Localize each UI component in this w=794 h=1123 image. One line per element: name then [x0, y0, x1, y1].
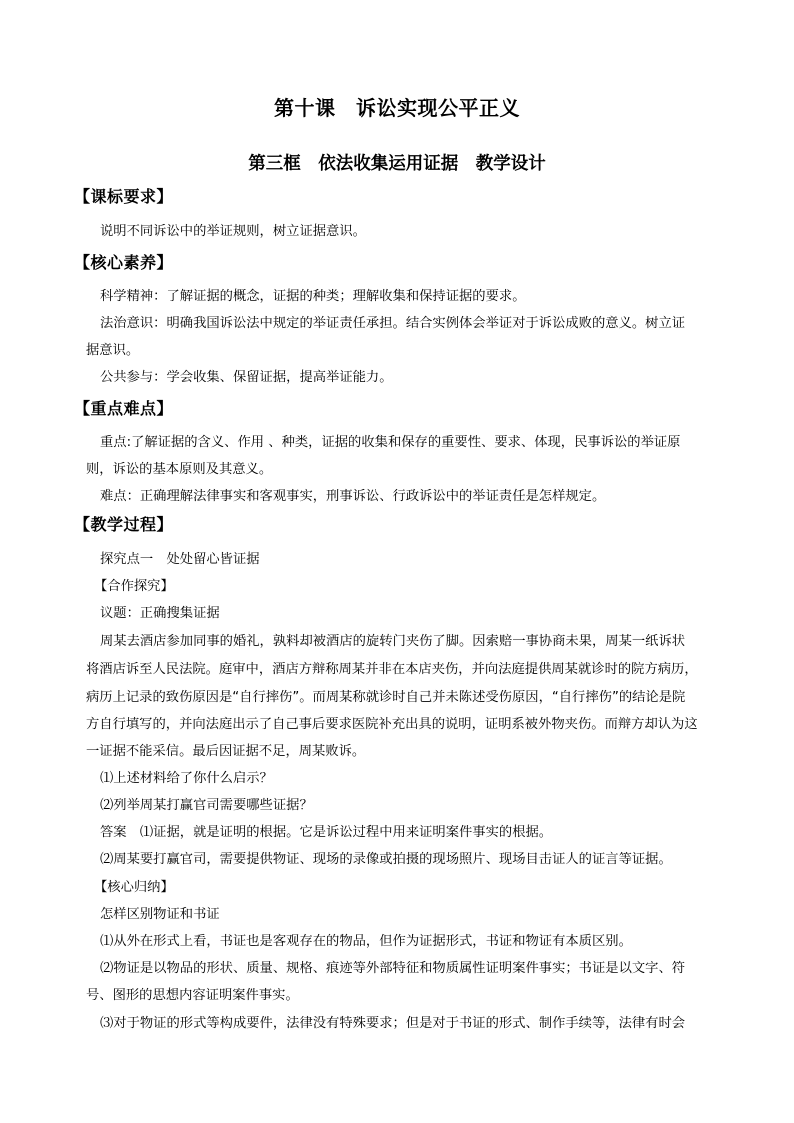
paragraph-line: ⑵物证是以物品的形状、质量、规格、痕迹等外部特征和物质属性证明案件事实；书证是以文字、符 [100, 961, 686, 976]
paragraph-line: 怎样区别物证和书证 [100, 907, 220, 922]
paragraph-line: 难点：正确理解法律事实和客观事实，刑事诉讼、行政诉讼中的举证责任是怎样规定。 [100, 489, 606, 504]
paragraph-line: 探究点一 处处留心皆证据 [100, 552, 260, 567]
lesson-subtitle: 第三框 依法收集运用证据 教学设计 [248, 154, 546, 174]
paragraph-line: ⑴从外在形式上看，书证也是客观存在的物品，但作为证据形式，书证和物证有本质区别。 [100, 934, 632, 949]
lesson-title: 第十课 诉讼实现公平正义 [274, 96, 520, 120]
paragraph-line: ⑵列举周某打赢官司需要哪些证据？ [100, 798, 313, 813]
paragraph-line: 法治意识：明确我国诉讼法中规定的举证责任承担。结合实例体会举证对于诉讼成败的意义。树立证 [100, 316, 686, 331]
paragraph-line: 周某去酒店参加同事的婚礼，孰料却被酒店的旋转门夹伤了脚。因索赔一事协商未果，周某一纸诉状 [100, 634, 686, 649]
paragraph-line: 病历上记录的致伤原因是“自行摔伤”。而周某称就诊时自己并未陈述受伤原因，“自行摔伤”的结论是院 [86, 690, 686, 705]
paragraph-line: 据意识。 [86, 343, 140, 358]
paragraph-line: 议题：正确搜集证据 [100, 606, 220, 621]
paragraph-line: 方自行填写的，并向法庭出示了自己事后要求医院补充出具的说明，证明系被外物夹伤。而辩方却认为这 [86, 717, 698, 732]
paragraph-line: 则，诉讼的基本原则及其意义。 [86, 462, 273, 477]
paragraph-line: ⑶对于物证的形式等构成要件，法律没有特殊要求；但是对于书证的形式、制作手续等，法律有时会 [100, 1016, 686, 1031]
paragraph-line: 【合作探究】 [94, 579, 174, 594]
section-heading-teaching-process: 【教学过程】 [74, 515, 174, 534]
section-heading-key-points: 【重点难点】 [74, 399, 174, 418]
paragraph-line: 【核心归纳】 [94, 880, 174, 895]
paragraph-line: 一证据不能采信。最后因证据不足，周某败诉。 [86, 744, 366, 759]
section-heading-core-literacy: 【核心素养】 [74, 253, 174, 272]
paragraph-line: ⑵周某要打赢官司，需要提供物证、现场的录像或拍摄的现场照片、现场目击证人的证言等证据。 [100, 852, 672, 867]
paragraph-line: ⑴上述材料给了你什么启示？ [100, 771, 273, 786]
paragraph-line: 答案 ⑴证据，就是证明的根据。它是诉讼过程中用来证明案件事实的根据。 [100, 825, 553, 840]
paragraph-line: 公共参与：学会收集、保留证据，提高举证能力。 [100, 370, 393, 385]
paragraph-line: 号、图形的思想内容证明案件事实。 [86, 988, 299, 1003]
paragraph-line: 科学精神：了解证据的概念，证据的种类；理解收集和保持证据的要求。 [100, 289, 526, 304]
paragraph-line: 将酒店诉至人民法院。庭审中，酒店方辩称周某并非在本店夹伤，并向法庭提供周某就诊时的院方病历， [86, 662, 698, 677]
paragraph-line: 重点:了解证据的含义、作用 、种类，证据的收集和保存的重要性、要求、体现，民事诉讼的举证原 [100, 435, 681, 450]
paragraph-line: 说明不同诉讼中的举证规则，树立证据意识。 [100, 224, 366, 239]
section-heading-curriculum: 【课标要求】 [74, 187, 174, 206]
